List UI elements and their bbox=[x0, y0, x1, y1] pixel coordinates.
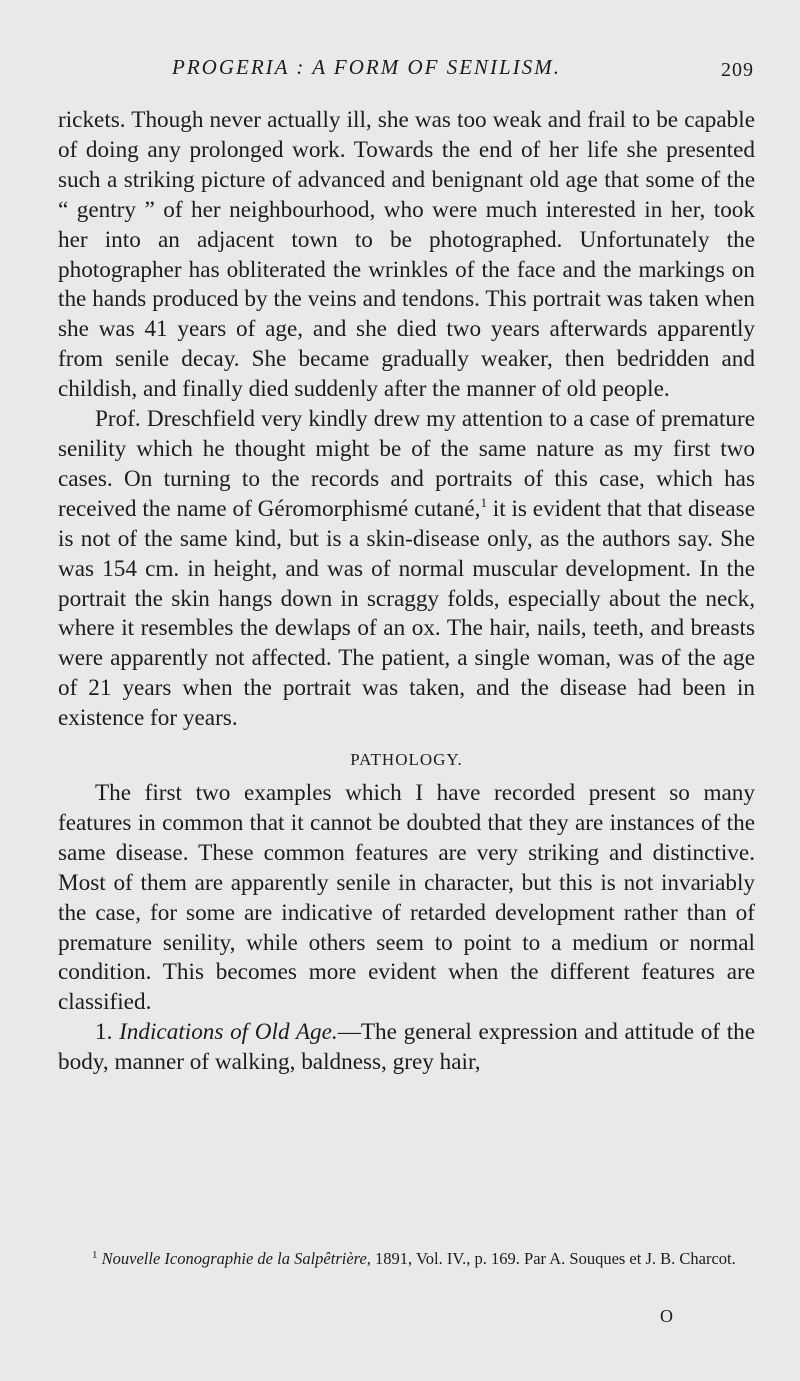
paragraph-dreschfield bbox=[58, 405, 755, 734]
running-title: PROGERIA : A FORM OF SENILISM. bbox=[172, 55, 561, 79]
footnote-reference: 1 bbox=[480, 494, 487, 510]
body-text bbox=[58, 106, 755, 1078]
paragraph-text: —The general expression and attitude of the body, manner of walking, baldness, grey hair, bbox=[58, 1019, 756, 1076]
signature-mark: O bbox=[660, 1306, 673, 1326]
running-header bbox=[60, 55, 760, 89]
footnote-text: 1891, Vol. IV., p. 169. Par A. Souques et J. B. Charcot. bbox=[370, 1249, 736, 1268]
paragraph-indications bbox=[58, 1018, 755, 1078]
paragraph-text: Prof. Dreschfield very kindly drew my attention to a case of premature senility which he thought might be of the same nature as my first two cases. On turning to the records and portraits of this case, which has received the name of Géromorphismé cutané, bbox=[58, 406, 755, 522]
subsection-heading: Indications of Old Age. bbox=[119, 1019, 338, 1046]
section-heading: PATHOLOGY. bbox=[350, 750, 463, 770]
paragraph-pathology: The first two examples which I have recorded present so many features in common that it cannot be doubted that they are instances of the same disease. These common features are very striking and distinctive. Most of them are apparently senile in character, but this is not invariably the case, for some are indicative of retarded development rather than of premature senility, while others seem to point to a medium or normal condition. This becomes more evident when the different features are classified. bbox=[58, 780, 755, 1016]
page-number: 209 bbox=[721, 59, 754, 81]
footnote bbox=[58, 1248, 755, 1270]
list-number: 1. bbox=[95, 1019, 120, 1046]
footnote-title: Nouvelle Iconographie de la Salpêtrière, bbox=[101, 1249, 371, 1268]
paragraph-text: it is evident that that disease is not of the same kind, but is a skin-disease only, as the authors say. She was 154 cm. in height, and was of normal muscular development. In the portrait the skin hangs down in scraggy folds, especially about the neck, where it resembles the dewlaps of an ox. The hair, nails, teeth, and breasts were apparently not affected. The patient, a single woman, was of the age of 21 years when the portrait was taken, and the disease had been in existence for years. bbox=[58, 495, 755, 732]
footnote-marker: 1 bbox=[92, 1249, 98, 1261]
paragraph-continued: rickets. Though never actually ill, she was too weak and frail to be capable of doing any prolonged work. Towards the end of her life she presented such a striking picture of advanced and benignant old age that some of the “ gentry ” of her neighbourhood, who were much interested in her, took her into an adjacent town to be photographed. Unfortunately the photographer has obliterated the wrinkles of the face and the markings on the hands produced by the veins and tendons. This portrait was taken when she was 41 years of age, and she died two years afterwards apparently from senile decay. She became gradually weaker, then bedridden and childish, and finally died suddenly after the manner of old people. bbox=[58, 107, 755, 403]
